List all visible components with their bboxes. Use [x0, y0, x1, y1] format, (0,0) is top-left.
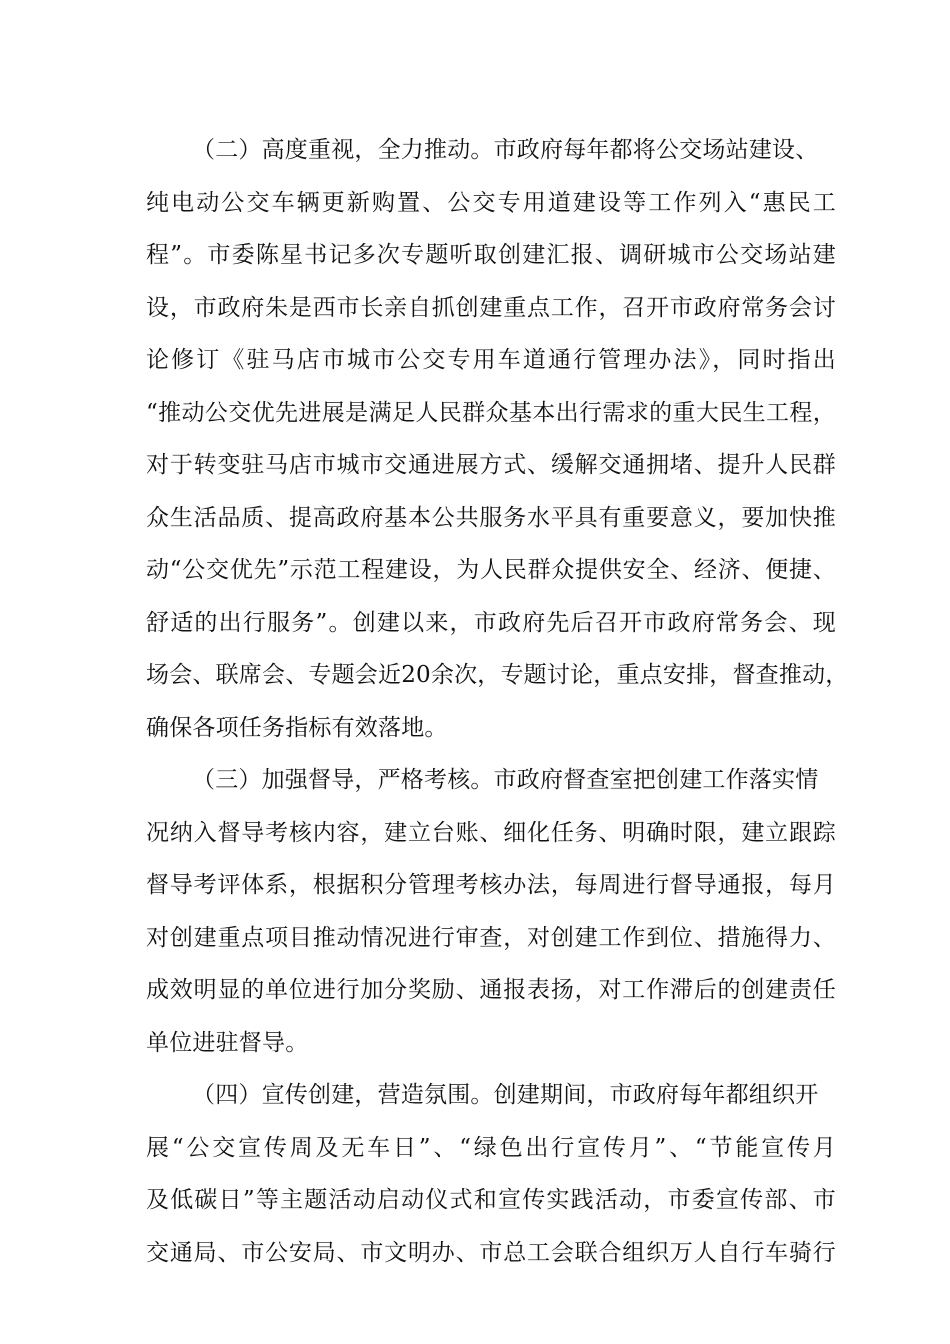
text-line: 众生活品质、提高政府基本公共服务水平具有重要意义，要加快推	[146, 504, 836, 531]
text-line: （二）高度重视，全力推动。市政府每年都将公交场站建设、	[192, 137, 819, 163]
text-line: 单位进驻督导。	[146, 1029, 309, 1056]
paragraph-4	[146, 1069, 836, 1279]
text-line: 场会、联席会、专题会近20余次，专题讨论，重点安排，督查推动，	[146, 662, 849, 688]
text-line: 况纳入督导考核内容，建立台账、细化任务、明确时限，建立跟踪	[146, 819, 836, 846]
text-line: 及低碳日”等主题活动启动仪式和宣传实践活动，市委宣传部、市	[146, 1187, 836, 1213]
text-line: 纯电动公交车辆更新购置、公交专用道建设等工作列入“惠民工	[146, 189, 836, 216]
text-line: （三）加强督导，严格考核。市政府督查室把创建工作落实情	[192, 767, 819, 793]
text-line: 舒适的出行服务”。创建以来，市政府先后召开市政府常务会、现	[146, 609, 836, 636]
text-line: 展“公交宣传周及无车日”、“绿色出行宣传月”、“节能宣传月	[146, 1134, 836, 1161]
text-line: 论修订《驻马店市城市公交专用车道通行管理办法》，同时指出	[146, 347, 836, 373]
text-line: 成效明显的单位进行加分奖励、通报表扬，对工作滞后的创建责任	[146, 977, 836, 1003]
text-line: 督导考评体系，根据积分管理考核办法，每周进行督导通报，每月	[146, 872, 836, 898]
paragraph-3	[146, 754, 836, 1069]
text-line: 对创建重点项目推动情况进行审查，对创建工作到位、措施得力、	[146, 924, 836, 951]
text-line: 确保各项任务指标有效落地。	[146, 714, 448, 741]
text-line: 程”。市委陈星书记多次专题听取创建汇报、调研城市公交场站建	[146, 242, 836, 268]
text-line: “推动公交优先进展是满足人民群众基本出行需求的重大民生工程，	[146, 399, 836, 426]
text-line: 动“公交优先”示范工程建设，为人民群众提供安全、经济、便捷、	[146, 557, 836, 583]
text-line: 对于转变驻马店市城市交通进展方式、缓解交通拥堵、提升人民群	[146, 452, 836, 478]
text-line: 交通局、市公安局、市文明办、市总工会联合组织万人自行车骑行	[146, 1239, 836, 1266]
paragraph-2	[146, 124, 849, 754]
text-line: （四）宣传创建，营造氛围。创建期间，市政府每年都组织开	[192, 1082, 819, 1108]
text-line: 设，市政府朱是西市长亲自抓创建重点工作，召开市政府常务会讨	[146, 294, 836, 321]
document-body	[146, 124, 849, 1279]
